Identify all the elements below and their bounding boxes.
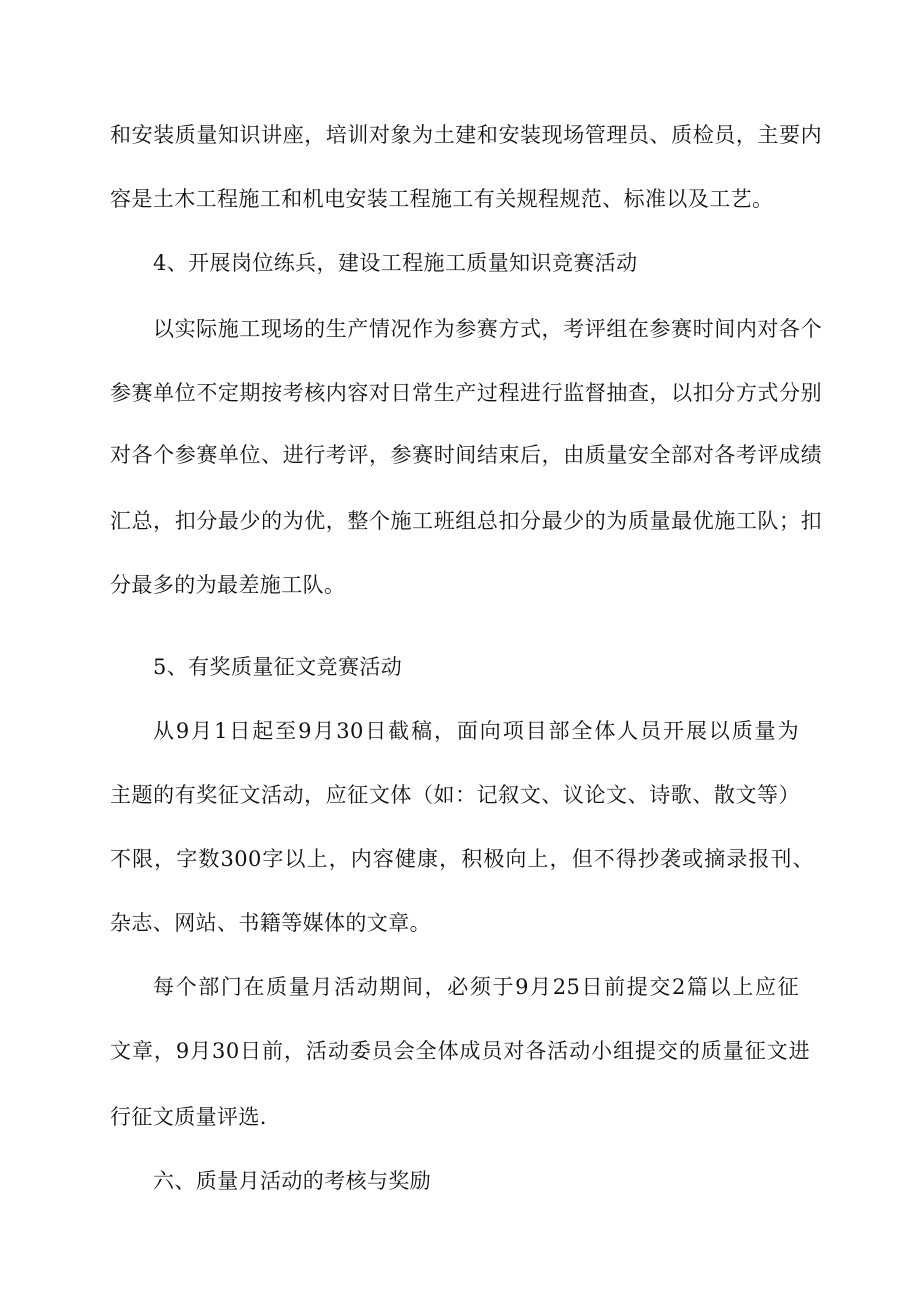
paragraph-line: 杂志、网站、书籍等媒体的文章。 — [110, 911, 431, 935]
paragraph-line: 容是土木工程施工和机电安装工程施工有关规程规范、标准以及工艺。 — [110, 187, 774, 211]
paragraph-line: 行征文质量评选. — [110, 1105, 267, 1129]
paragraph-line: 和安装质量知识讲座，培训对象为土建和安装现场管理员、质检员，主要内 — [110, 123, 822, 147]
section-heading: 六、质量月活动的考核与奖励 — [153, 1169, 432, 1193]
paragraph-line: 不限，字数300字以上，内容健康，积极向上，但不得抄袭或摘录报刊、 — [110, 847, 814, 871]
paragraph-line: 从9月1日起至9月30日截稿，面向项目部全体人员开展以质量为 — [153, 719, 799, 743]
paragraph-line: 汇总，扣分最少的为优，整个施工班组总扣分最少的为质量最优施工队；扣 — [110, 509, 822, 533]
paragraph-line: 参赛单位不定期按考核内容对日常生产过程进行监督抽查，以扣分方式分别 — [110, 381, 822, 405]
paragraph-line: 以实际施工现场的生产情况作为参赛方式，考评组在参赛时间内对各个 — [153, 317, 822, 341]
section-heading: 5、有奖质量征文竞赛活动 — [153, 655, 403, 679]
paragraph-line: 对各个参赛单位、进行考评，参赛时间结束后，由质量安全部对各考评成绩 — [110, 443, 822, 467]
paragraph-line: 文章，9月30日前，活动委员会全体成员对各活动小组提交的质量征文进 — [110, 1039, 810, 1063]
paragraph-line: 主题的有奖征文活动，应征文体（如：记叙文、议论文、诗歌、散文等） — [110, 783, 800, 807]
paragraph-line: 分最多的为最差施工队。 — [110, 573, 346, 597]
section-heading: 4、开展岗位练兵，建设工程施工质量知识竞赛活动 — [153, 251, 638, 275]
paragraph-line: 每个部门在质量月活动期间，必须于9月25日前提交2篇以上应征 — [153, 975, 799, 999]
